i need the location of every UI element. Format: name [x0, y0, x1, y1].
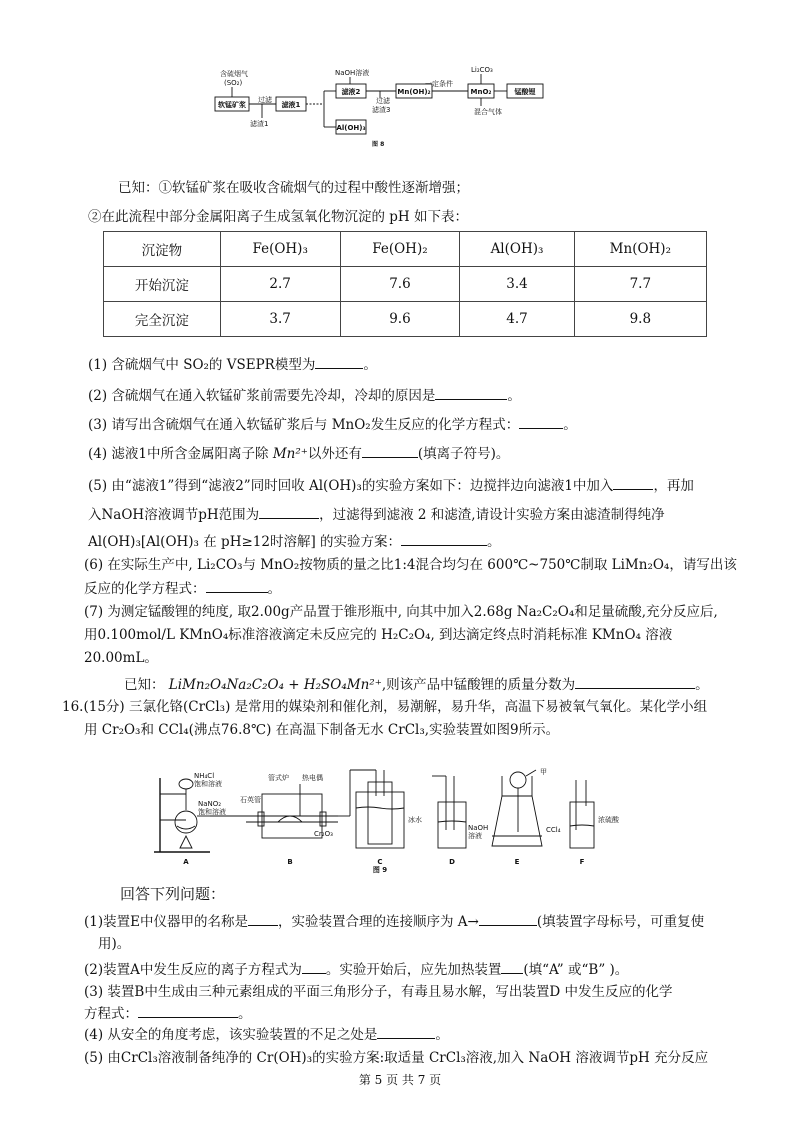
- q15-item-1: [88, 354, 377, 375]
- answer-blank: [377, 1024, 435, 1039]
- ph-cell: 4.7: [460, 302, 574, 337]
- q16-4-end: 。: [435, 1027, 449, 1043]
- apparatus-letter-b: B: [287, 858, 293, 866]
- ph-cell: 3.4: [460, 267, 574, 302]
- apparatus-letter-a: A: [183, 858, 189, 866]
- ph-cell: 开始沉淀: [104, 267, 221, 302]
- flow-box-slurry-text: 软锰矿浆: [218, 101, 246, 109]
- q15-item-4: [88, 443, 509, 464]
- answer-blank: [138, 1003, 238, 1018]
- q15-5-text-b: ，再加: [653, 478, 694, 494]
- q15-7-known: 已知：: [124, 677, 165, 693]
- q15-item-5-line-2: [88, 504, 665, 525]
- ph-cell: 7.6: [340, 267, 460, 302]
- apparatus-letter-e: E: [514, 858, 520, 866]
- flow-gas-formula: (SO₂): [224, 79, 243, 87]
- ph-cell: 完全沉淀: [104, 302, 221, 337]
- answer-blank: [248, 911, 278, 926]
- q15-7-text: ,则该产品中锰酸锂的质量分数为: [381, 677, 576, 693]
- flow-mixed-gas: 混合气体: [474, 108, 502, 116]
- flow-naoh-label: NaOH溶液: [335, 69, 370, 77]
- flow-filter-label-2: 过滤: [376, 97, 390, 105]
- apparatus-b-tube: 石英管: [240, 796, 261, 804]
- apparatus-a-label-1: NH₄Cl: [194, 772, 215, 780]
- q15-3-text: (3) 请写出含硫烟气在通入软锰矿浆后与 MnO₂发生反应的化学方程式：: [88, 417, 520, 433]
- flow-li2co3-label: Li₂CO₃: [471, 66, 493, 74]
- ph-header-cell: Fe(OH)₃: [220, 232, 340, 267]
- ph-table-header-row: [104, 232, 707, 267]
- ph-header-cell: Al(OH)₃: [460, 232, 574, 267]
- ph-cell: 2.7: [220, 267, 340, 302]
- apparatus-letter-f: F: [579, 858, 585, 866]
- flow-box-aloh-text: Al(OH)₃: [336, 124, 366, 132]
- apparatus-svg: [150, 766, 630, 874]
- apparatus-f-label: 浓硫酸: [598, 816, 619, 824]
- flow-box-mnoh-text: Mn(OH)₂: [397, 88, 431, 96]
- flow-box-filtrate-1-text: 滤液1: [281, 101, 301, 109]
- ph-header-cell: Fe(OH)₂: [340, 232, 460, 267]
- q15-5-text-f: 。: [487, 534, 501, 550]
- flow-gas-label: 含硫烟气: [220, 70, 248, 78]
- apparatus-a-label-2: 饱和溶液: [194, 780, 222, 788]
- q15-item-5-line-3: [88, 531, 501, 552]
- apparatus-d-label-1: NaOH: [468, 824, 489, 832]
- answer-blank: [435, 385, 507, 400]
- apparatus-a-label-3: NaNO₂: [198, 800, 222, 808]
- answer-blank: [613, 475, 653, 490]
- apparatus-e-ccl4: CCl₄: [546, 826, 561, 834]
- q16-item-4: [84, 1024, 449, 1045]
- ph-table: [103, 231, 707, 337]
- flow-box-product-text: 锰酸锂: [514, 88, 536, 96]
- ph-table-row: [104, 302, 707, 337]
- answer-blank: [315, 354, 363, 369]
- answer-blank: [479, 911, 537, 926]
- ph-header-cell: 沉淀物: [104, 232, 221, 267]
- q16-2-text-b: 。实验开始后，应先加热装置: [325, 962, 502, 978]
- q15-item-7-line-2: 用0.100mol/L KMnO₄标准溶液滴定未反应完的 H₂C₂O₄, 到达滴定终点时消耗标准 KMnO₄ 溶液: [84, 627, 673, 643]
- known-line-1: 已知：①软锰矿浆在吸收含硫烟气的过程中酸性逐渐增强；: [118, 180, 469, 196]
- q15-item-7-line-4: [124, 674, 709, 695]
- flow-chart-figure-8: [200, 62, 560, 154]
- answer-blank: [401, 531, 487, 546]
- q16-1-text-b: ，实验装置合理的连接顺序为 A→: [277, 914, 479, 930]
- q16-item-5: (5) 由CrCl₃溶液制备纯净的 Cr(OH)₃的实验方案:取适量 CrCl₃溶液,加入 NaOH 溶液调节pH 充分反应: [84, 1050, 709, 1066]
- q15-6-end: 。: [267, 581, 281, 597]
- q15-5-text-c: 入NaOH溶液调节pH范围为: [88, 507, 260, 523]
- q16-item-1-line-1: [84, 911, 704, 932]
- q15-item-6-line-1: (6) 在实际生产中, Li₂CO₃与 MnO₂按物质的量之比1:4混合均匀在 600℃~750℃制取 LiMn₂O₄，请写出该: [84, 557, 737, 573]
- apparatus-caption: 图 9: [372, 866, 388, 874]
- flow-residue-1: 滤渣1: [250, 120, 269, 128]
- answer-blank: [519, 414, 563, 429]
- q15-3-end: 。: [563, 417, 577, 433]
- answer-blank: [362, 443, 418, 458]
- apparatus-d-label-2: 溶液: [468, 832, 482, 840]
- q16-1-text-c: (填装置字母标号，可重复使: [536, 914, 705, 930]
- flow-caption: 图 8: [372, 141, 385, 148]
- answer-blank: [206, 578, 268, 593]
- q15-5-text-d: ，过滤得到滤液 2 和滤渣,请设计实验方案由滤渣制得纯净: [319, 507, 665, 523]
- page-footer: 第 5 页 共 7 页: [358, 1073, 442, 1087]
- apparatus-b-furnace: 管式炉: [268, 774, 289, 782]
- apparatus-letter-d: D: [449, 858, 455, 866]
- apparatus-letter-c: C: [377, 858, 383, 866]
- flow-chart-svg: [200, 62, 560, 154]
- q15-2-end: 。: [507, 388, 521, 404]
- flow-filter-label: 过滤: [258, 96, 272, 104]
- apparatus-figure-9: [150, 766, 630, 874]
- ph-cell: 9.6: [340, 302, 460, 337]
- flow-condition-label: 一定条件: [425, 80, 453, 88]
- answer-blank: [302, 959, 326, 974]
- ph-cell: 7.7: [574, 267, 706, 302]
- q16-1-text-a: (1)装置E中仪器甲的名称是: [84, 914, 248, 930]
- ph-cell: 3.7: [220, 302, 340, 337]
- q15-2-text: (2) 含硫烟气在通入软锰矿浆前需要先冷却，冷却的原因是: [88, 388, 436, 404]
- q15-4-text-b: 以外还有: [307, 446, 362, 462]
- q15-6-text: 反应的化学方程式：: [84, 581, 206, 597]
- q15-item-5-line-1: [88, 475, 694, 496]
- q16-item-1-line-2: 用)。: [98, 936, 131, 952]
- known-line-2: ②在此流程中部分金属阳离子生成氢氧化物沉淀的 pH 如下表：: [88, 209, 468, 225]
- q15-1-end: 。: [363, 357, 377, 373]
- answer-blank: [259, 504, 319, 519]
- flow-residue-3: 滤渣3: [372, 106, 391, 114]
- q15-item-3: [88, 414, 577, 435]
- q15-5-text-e: Al(OH)₃[Al(OH)₃ 在 pH≥12时溶解] 的实验方案：: [88, 534, 402, 550]
- apparatus-b-thermo: 热电偶: [302, 774, 323, 782]
- q16-2-text-a: (2)装置A中发生反应的离子方程式为: [84, 962, 302, 978]
- q15-7-formula: LiMn₂O₄Na₂C₂O₄ + H₂SO₄Mn²⁺: [168, 677, 382, 693]
- q16-answer-header: 回答下列问题：: [120, 885, 226, 903]
- q15-item-6-line-2: [84, 578, 281, 599]
- q16-item-2: [84, 959, 628, 980]
- answer-blank: [575, 674, 695, 689]
- apparatus-c-label: 冰水: [408, 816, 422, 824]
- ph-header-cell: Mn(OH)₂: [574, 232, 706, 267]
- q15-item-2: [88, 385, 521, 406]
- q15-item-7-line-3: 20.00mL。: [84, 650, 158, 666]
- q16-3-text: 方程式：: [84, 1006, 138, 1022]
- q16-4-text: (4) 从安全的角度考虑，该实验装置的不足之处是: [84, 1027, 378, 1043]
- q15-5-text-a: (5) 由“滤液1”得到“滤液2”同时回收 Al(OH)₃的实验方案如下：边搅拌边向滤液1中加入: [88, 478, 614, 494]
- answer-blank: [501, 959, 523, 974]
- ph-table-row: [104, 267, 707, 302]
- ph-cell: 9.8: [574, 302, 706, 337]
- flow-box-filtrate-2-text: 滤液2: [341, 88, 361, 96]
- apparatus-a-label-4: 饱和溶液: [198, 808, 226, 816]
- apparatus-e-jia: 甲: [540, 768, 547, 776]
- q16-2-text-c: (填“A” 或“B” )。: [523, 962, 629, 978]
- apparatus-b-cr2o3: Cr₂O₃: [314, 830, 333, 838]
- q16-intro-line-2: 用 Cr₂O₃和 CCl₄(沸点76.8℃) 在高温下制备无水 CrCl₃,实验装置如图9所示。: [84, 722, 560, 738]
- q15-1-text: (1) 含硫烟气中 SO₂的 VSEPR模型为: [88, 357, 316, 373]
- q16-item-3-line-1: (3) 装置B中生成由三种元素组成的平面三角形分子，有毒且易水解，写出装置D 中发生反应的化学: [84, 984, 673, 1000]
- q16-3-end: 。: [238, 1006, 252, 1022]
- q15-4-ion: Mn²⁺: [272, 446, 308, 462]
- q16-intro-line-1: 16.(15分) 三氯化铬(CrCl₃) 是常用的媒染剂和催化剂，易潮解，易升华，高温下易被氧气氧化。某化学小组: [62, 699, 708, 715]
- flow-box-mno2-text: MnO₂: [470, 88, 492, 96]
- q15-4-end: (填离子符号)。: [417, 446, 510, 462]
- q15-4-text: (4) 滤液1中所含金属阳离子除: [88, 446, 269, 462]
- q15-item-7-line-1: (7) 为测定锰酸锂的纯度, 取2.00g产品置于锥形瓶中, 向其中加入2.68g Na₂C₂O₄和足量硫酸,充分反应后,: [84, 604, 718, 620]
- q15-7-end: 。: [695, 677, 709, 693]
- q16-item-3-line-2: [84, 1003, 252, 1024]
